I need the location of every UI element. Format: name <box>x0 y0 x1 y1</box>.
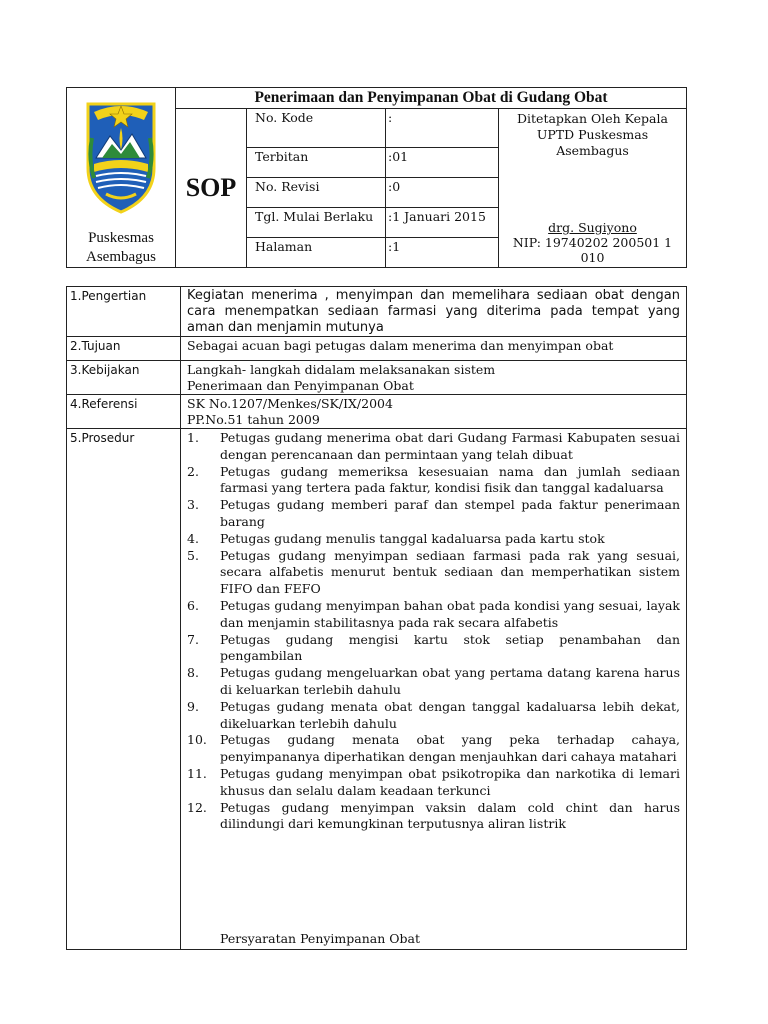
procedure-step: 4. Petugas gudang menulis tanggal kadaluarsa pada kartu stok <box>187 530 605 546</box>
procedure-step: 5. Petugas gudang menyimpan sediaan farmasi pada rak yang sesuai, secara alfabetis menurut bentuk sediaan dan memperhatikan sistem FIFO dan FEFO <box>187 547 680 597</box>
section-label: 3.Kebijakan <box>67 361 181 395</box>
referensi-line-1: SK No.1207/Menkes/SK/IX/2004 <box>187 396 393 411</box>
section-row-referensi <box>67 395 687 429</box>
organization-name: Puskesmas Asembagus <box>86 230 156 265</box>
field-label-kode: No. Kode <box>247 109 386 148</box>
section-row-kebijakan <box>67 361 687 395</box>
field-value-terbitan: :01 <box>386 148 499 178</box>
approval-line-3: Asembagus <box>556 143 629 158</box>
procedure-step: 9. Petugas gudang menata obat dengan tanggal kadaluarsa lebih dekat, dikeluarkan terlebih dahulu <box>187 698 680 731</box>
field-label-tanggal: Tgl. Mulai Berlaku <box>247 208 386 238</box>
section-row-prosedur <box>67 429 687 950</box>
procedure-step: 8. Petugas gudang mengeluarkan obat yang pertama datang karena harus di keluarkan terlebih dahulu <box>187 665 680 697</box>
approval-block <box>499 109 687 268</box>
section-text-tujuan: Sebagai acuan bagi petugas dalam menerima dan menyimpan obat <box>187 338 614 353</box>
section-label: 1.Pengertian <box>67 287 181 337</box>
procedure-step: 3. Petugas gudang memberi paraf dan stempel pada faktur penerimaan barang <box>187 497 680 529</box>
procedure-step: 7. Petugas gudang mengisi kartu stok setiap penambahan dan pengambilan <box>187 631 680 664</box>
approver-name: drg. Sugiyono <box>548 220 637 235</box>
section-label: 5.Prosedur <box>67 429 181 950</box>
field-value-tanggal: :1 Januari 2015 <box>386 208 499 238</box>
sop-label: SOP <box>176 109 247 268</box>
storage-requirements-heading: Persyaratan Penyimpanan Obat <box>220 931 420 947</box>
kebijakan-line-1: Langkah- langkah didalam melaksanakan sistem <box>187 362 496 377</box>
approver-nip: NIP: 19740202 200501 1 010 <box>512 235 673 265</box>
sop-header-table <box>66 87 687 268</box>
section-text-pengertian: Kegiatan menerima , menyimpan dan memelihara sediaan obat dengan cara menempatkan sediaan farmasi yang diterima pada tempat yang aman dan menjamin mutunya <box>187 288 680 335</box>
field-label-revisi: No. Revisi <box>247 178 386 208</box>
procedure-step: 10. Petugas gudang menata obat yang peka terhadap cahaya, penyimpananya diperhatikan dengan menjauhkan dari cahaya matahari <box>187 732 680 765</box>
field-label-terbitan: Terbitan <box>247 148 386 178</box>
referensi-line-2: PP.No.51 tahun 2009 <box>187 412 320 427</box>
procedure-step: 2. Petugas gudang memeriksa kesesuaian nama dan jumlah sediaan farmasi yang tertera pada faktur, kondisi fisik dan tanggal kadaluarsa <box>187 463 680 496</box>
section-row-tujuan <box>67 337 687 361</box>
procedure-step: 6. Petugas gudang menyimpan bahan obat pada kondisi yang sesuai, layak dan menjamin stabilitasnya pada rak secara alfabetis <box>187 597 680 630</box>
logo-cell <box>67 88 176 268</box>
document-title: Penerimaan dan Penyimpanan Obat di Gudang Obat <box>176 88 687 109</box>
procedure-step: 1. Petugas gudang menerima obat dari Gudang Farmasi Kabupaten sesuai dengan perencanaan dan permintaan yang telah dibuat <box>187 430 680 462</box>
procedure-step: 12. Petugas gudang menyimpan vaksin dalam cold chint dan harus dilindungi dari kemungkinan terputusnya aliran listrik <box>187 799 680 832</box>
approval-line-2: UPTD Puskesmas <box>536 127 649 142</box>
section-label: 4.Referensi <box>67 395 181 429</box>
field-value-halaman: :1 <box>386 238 499 268</box>
section-row-pengertian <box>67 287 687 337</box>
sop-content-table <box>66 286 687 950</box>
section-label: 2.Tujuan <box>67 337 181 361</box>
field-value-kode: : <box>386 109 499 148</box>
procedure-list <box>187 430 680 833</box>
kebijakan-line-2: Penerimaan dan Penyimpanan Obat <box>187 378 414 393</box>
field-label-halaman: Halaman <box>247 238 386 268</box>
field-value-revisi: :0 <box>386 178 499 208</box>
procedure-step: 11. Petugas gudang menyimpan obat psikotropika dan narkotika di lemari khusus dan selalu dalam keadaan terkunci <box>187 765 680 798</box>
approval-line-1: Ditetapkan Oleh Kepala <box>517 111 668 126</box>
regency-emblem-icon <box>82 98 160 216</box>
